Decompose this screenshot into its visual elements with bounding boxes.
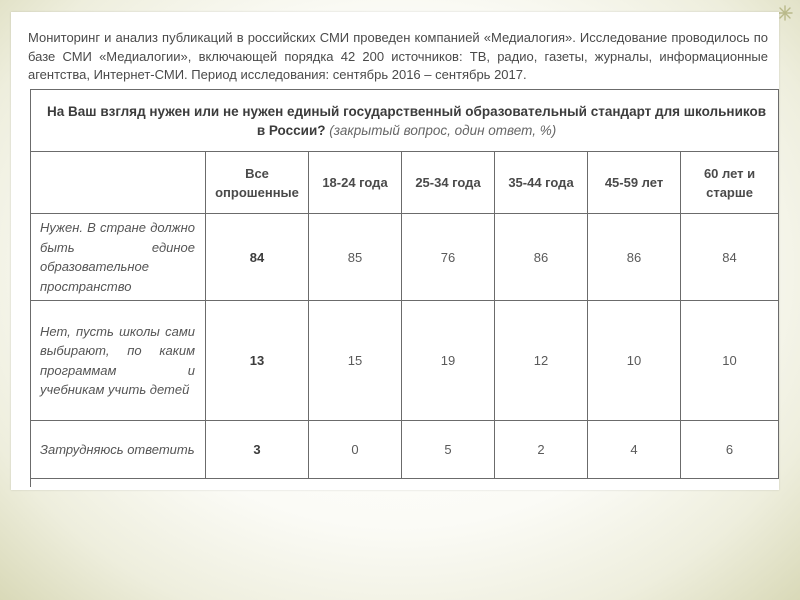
value-cell: 6 <box>681 421 779 479</box>
header-cell-all: Все опрошенные <box>206 152 309 214</box>
value-cell: 15 <box>309 301 402 421</box>
header-row <box>31 152 779 214</box>
value-cell: 2 <box>495 421 588 479</box>
table-row <box>31 421 779 479</box>
value-cell: 76 <box>402 214 495 301</box>
value-cell: 84 <box>681 214 779 301</box>
question-text: На Ваш взгляд нужен или не нужен единый государственный образовательный стандарт для школьников в России? <box>47 103 766 138</box>
value-cell: 19 <box>402 301 495 421</box>
intro-text: Мониторинг и анализ публикаций в российских СМИ проведен компанией «Медиалогия». Исследование проводилось по базе СМИ «Медиалогии», включающей порядка 42 200 источников: ТВ, радио, газеты, журналы, информационные агентства, Интернет-СМИ. Период исследования: сентябрь 2016 – сентябрь 2017. <box>28 30 768 82</box>
value-cell: 0 <box>309 421 402 479</box>
value-cell: 10 <box>588 301 681 421</box>
header-cell-35-44: 35-44 года <box>495 152 588 214</box>
table-row <box>31 301 779 421</box>
question-row <box>31 90 779 152</box>
header-cell-empty <box>31 152 206 214</box>
value-cell: 13 <box>206 301 309 421</box>
value-cell: 86 <box>588 214 681 301</box>
header-cell-45-59: 45-59 лет <box>588 152 681 214</box>
value-cell: 86 <box>495 214 588 301</box>
value-cell: 84 <box>206 214 309 301</box>
value-cell: 12 <box>495 301 588 421</box>
value-cell: 5 <box>402 421 495 479</box>
header-cell-60plus: 60 лет и старше <box>681 152 779 214</box>
value-cell: 10 <box>681 301 779 421</box>
row-label: Нужен. В стране должно быть единое образовательное пространство <box>31 214 206 301</box>
value-cell: 85 <box>309 214 402 301</box>
header-cell-25-34: 25-34 года <box>402 152 495 214</box>
document-scan <box>11 12 779 490</box>
header-cell-18-24: 18-24 года <box>309 152 402 214</box>
question-note: (закрытый вопрос, один ответ, %) <box>329 122 557 138</box>
value-cell: 3 <box>206 421 309 479</box>
table-bottom-spacer <box>31 479 779 488</box>
question-cell <box>31 90 779 152</box>
row-label: Затрудняюсь ответить <box>31 421 206 479</box>
table-bottom-edge <box>31 479 779 488</box>
survey-table <box>30 89 779 487</box>
table-row <box>31 214 779 301</box>
row-label: Нет, пусть школы сами выбирают, по каким программам и учебникам учить детей <box>31 301 206 421</box>
value-cell: 4 <box>588 421 681 479</box>
